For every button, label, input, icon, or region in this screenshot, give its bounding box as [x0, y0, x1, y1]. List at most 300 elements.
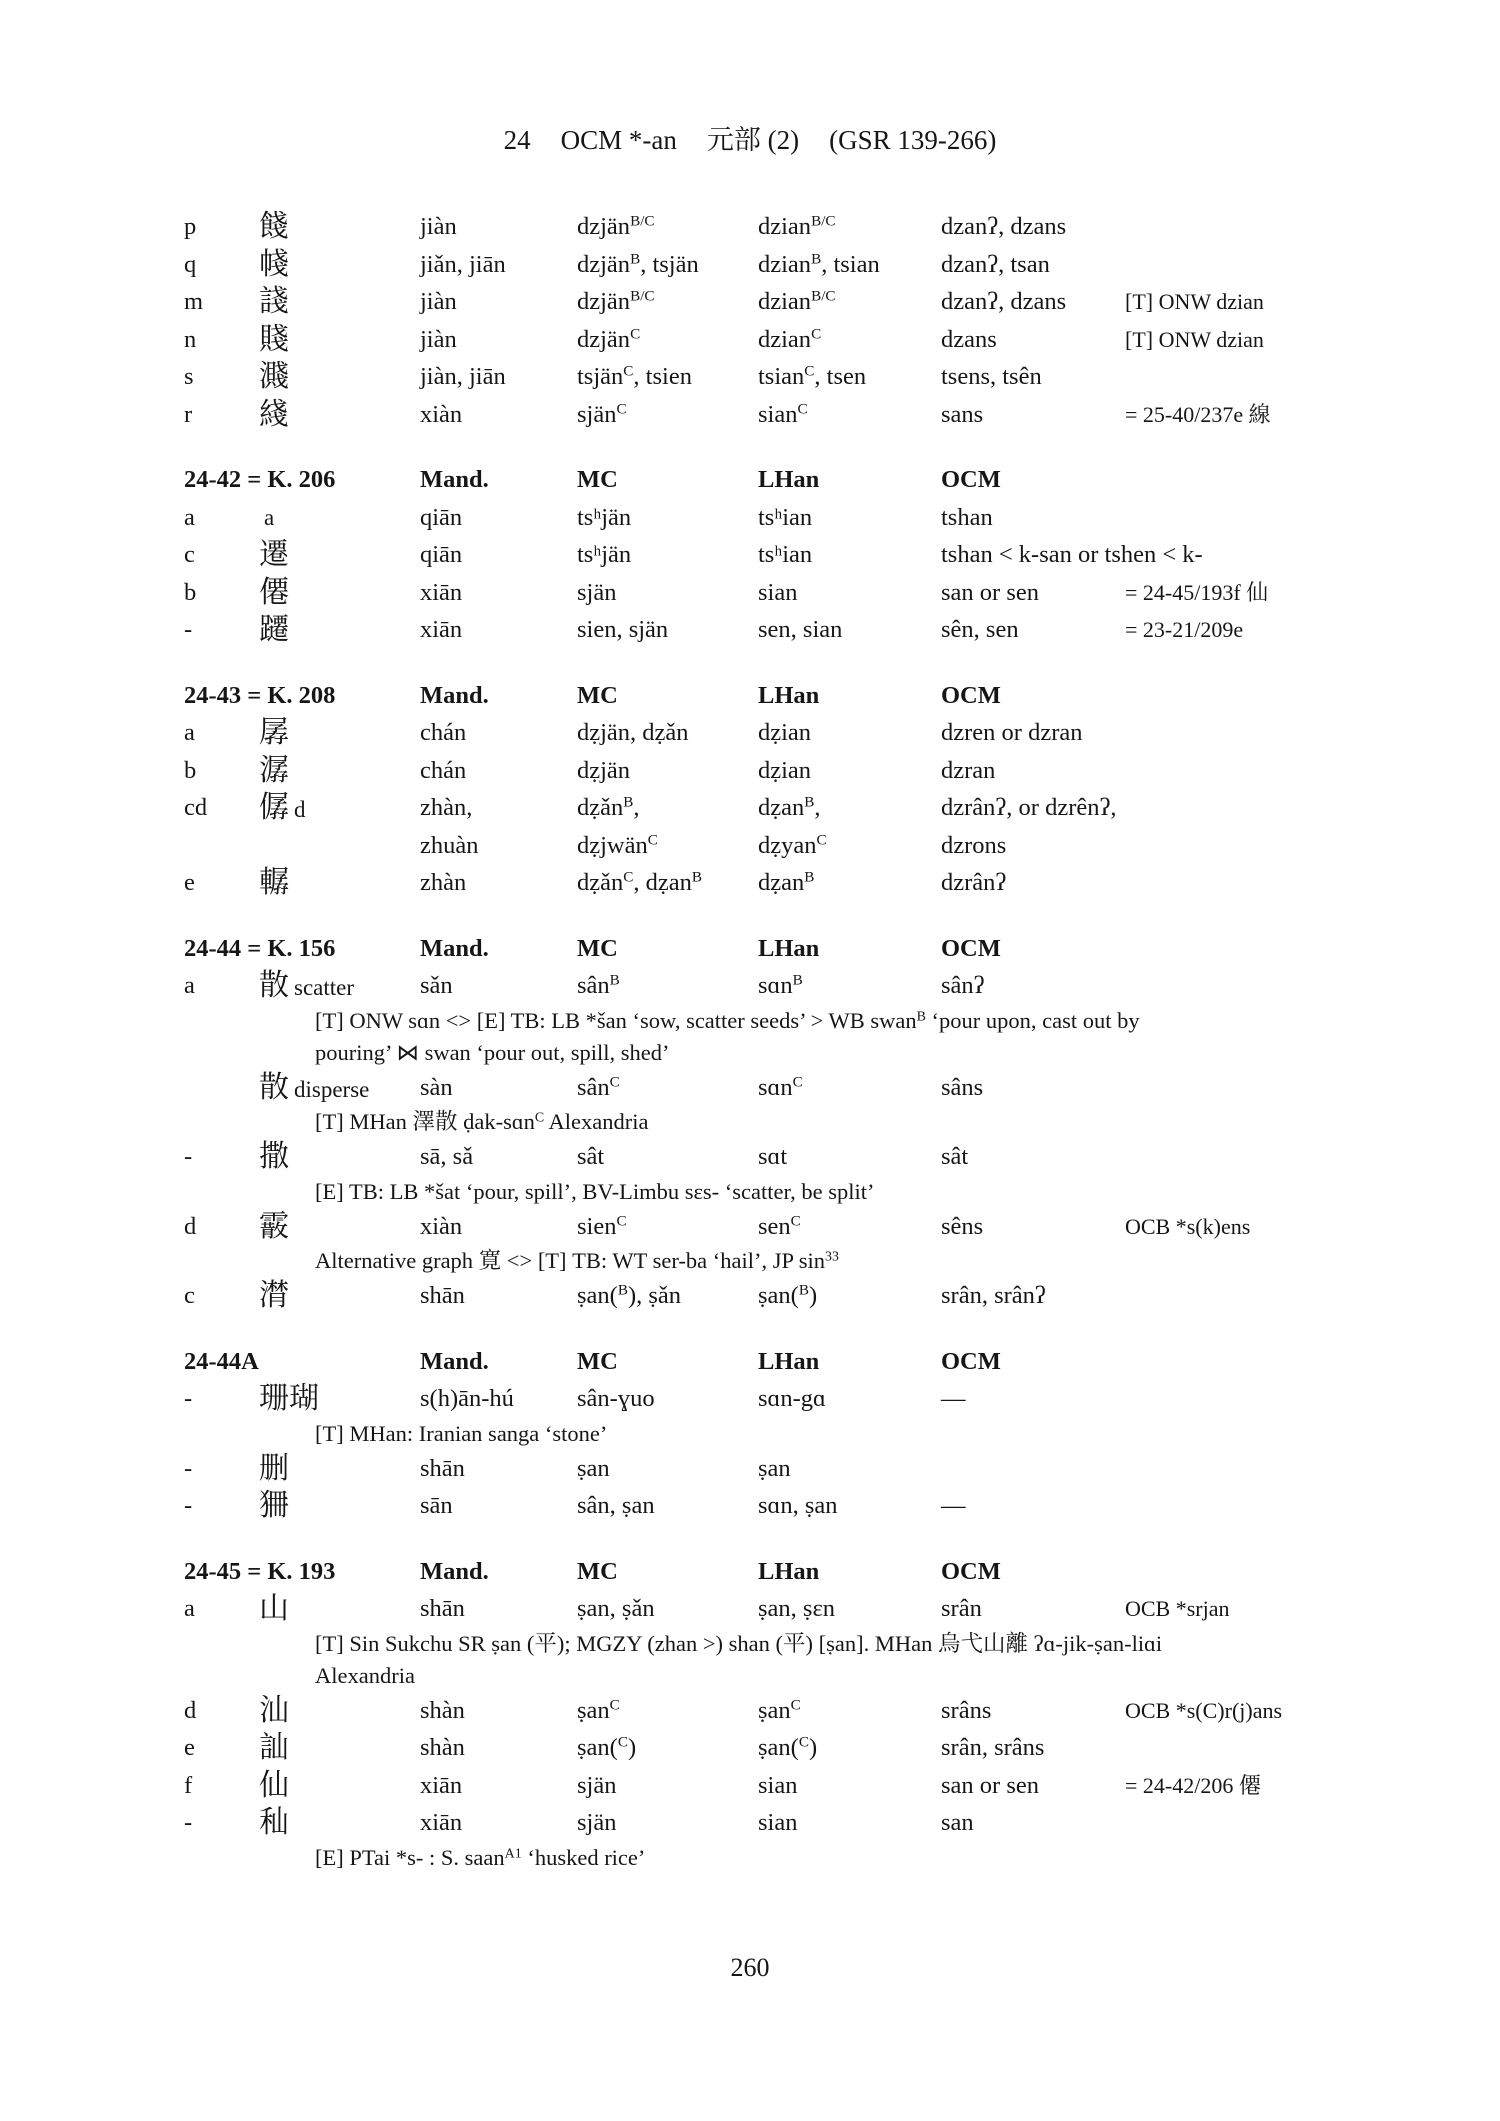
later-han-reading [758, 967, 803, 1005]
middle-chinese-reading: ṣan, ṣǎn [577, 1595, 655, 1622]
chinese-graph: 仙 [259, 1768, 289, 1802]
mandarin-reading: sǎn [420, 972, 453, 999]
running-head [0, 123, 1500, 157]
entry-row [0, 358, 1500, 396]
graph-cell [259, 499, 274, 537]
graph-cell [259, 283, 289, 323]
set-label: 24-45 = K. 193 [184, 1557, 336, 1585]
note-cell: OCB *s(C)r(j)ans [1125, 1697, 1283, 1723]
section-heading [0, 677, 1500, 715]
text-segment: dzjän [577, 250, 631, 278]
later-han-reading [758, 246, 880, 284]
entry-letter: e [184, 1734, 195, 1761]
lexical-section [0, 1343, 1500, 1525]
text-segment: dzjän [577, 325, 631, 353]
column-header-mc: MC [577, 681, 618, 709]
entry-letter: s [184, 363, 194, 390]
column-header-mandarin: Mand. [420, 1347, 489, 1375]
later-han-reading [758, 321, 821, 359]
superscript: A1 [504, 1845, 522, 1861]
mandarin-reading: sā, sǎ [420, 1143, 474, 1170]
column-header-ocm: OCM [941, 466, 1001, 493]
text-segment: , [814, 794, 821, 821]
entry-row [0, 1450, 1500, 1488]
lexical-section [0, 461, 1500, 649]
superscript: C [647, 831, 658, 849]
graph-cell [259, 967, 354, 1007]
entry-row [0, 1487, 1500, 1525]
entry-row [0, 499, 1500, 537]
superscript: B [691, 868, 703, 886]
text-segment: Alexandria [544, 1109, 649, 1134]
comment-line [0, 1628, 1500, 1660]
chinese-graph: 山 [259, 1592, 289, 1625]
entry-letter: - [184, 616, 193, 643]
entry-letter: p [184, 213, 197, 240]
superscript: C [616, 1212, 627, 1230]
text-segment: , tsen [814, 363, 867, 390]
mandarin-reading: shàn [420, 1734, 465, 1761]
column-header-lhan: LHan [758, 1347, 820, 1375]
column-header-lhan: LHan [758, 934, 820, 962]
old-chinese-reading: srân [941, 1595, 982, 1622]
mandarin-reading: jiàn [420, 325, 457, 353]
text-segment: sien [577, 1212, 617, 1240]
graph-cell [259, 208, 289, 248]
entry-row [0, 536, 1500, 574]
middle-chinese-reading [577, 208, 655, 246]
note-cell: OCB *srjan [1125, 1596, 1230, 1621]
old-chinese-reading: sans [941, 400, 984, 428]
lexical-section [0, 930, 1500, 1315]
text-segment: ‘pour upon, cast out by [925, 1007, 1140, 1033]
entry-letter: - [184, 1385, 193, 1412]
text-segment: ) [808, 1734, 818, 1761]
later-han-reading: sɑn, ṣan [758, 1492, 838, 1519]
mandarin-reading: xiān [420, 1771, 463, 1799]
superscript: B/C [630, 287, 655, 305]
text-segment: [E] PTai *s- : S. saan [315, 1844, 505, 1870]
old-chinese-reading: sâns [941, 1073, 984, 1101]
lexical-section [0, 1553, 1500, 1874]
entry-row [0, 574, 1500, 612]
superscript: C [534, 1110, 545, 1126]
later-han-reading: sɑn-gɑ [758, 1385, 826, 1412]
comment-line [0, 1005, 1500, 1037]
superscript: B [792, 971, 803, 989]
text-segment: [T] ONW sɑn <> [E] TB: LB *šan ‘sow, scatter seeds’ > WB swan [315, 1007, 917, 1033]
column-header-ocm: OCM [941, 934, 1001, 962]
later-han-reading [758, 1208, 801, 1246]
old-chinese-reading: sên, sen [941, 616, 1019, 643]
chinese-graph: 躚 [259, 613, 289, 646]
chinese-graph: 綫 [259, 397, 289, 431]
graph-cell [259, 1767, 289, 1807]
chinese-graph: 諓 [259, 285, 289, 318]
superscript: C [811, 325, 822, 343]
mandarin-reading: zhuàn [420, 831, 479, 859]
column-header-mandarin: Mand. [420, 466, 489, 493]
graph-cell [259, 864, 289, 904]
text-segment: dẓǎn [577, 794, 624, 821]
graph-cell [259, 1380, 319, 1420]
old-chinese-reading: srân, srâns [941, 1734, 1045, 1761]
later-han-reading [758, 396, 808, 434]
superscript: C [616, 400, 627, 418]
superscript: C [798, 1733, 809, 1751]
middle-chinese-reading: sien, sjän [577, 616, 669, 643]
old-chinese-reading: sât [941, 1143, 969, 1170]
entry-row [0, 827, 1500, 865]
mandarin-reading: jiàn [420, 288, 457, 315]
superscript: B [811, 250, 822, 268]
old-chinese-reading: dzanʔ, dzans [941, 213, 1067, 240]
mandarin-reading: zhàn, [420, 794, 473, 821]
text-segment: ) [808, 1282, 818, 1309]
text-segment: Alternative graph 寛 <> [T] TB: WT ser-ba ‘hail’, JP sin [315, 1248, 826, 1273]
gsr-range: (GSR 139-266) [829, 125, 997, 155]
chinese-graph: 撒 [259, 1140, 289, 1173]
column-header-mc: MC [577, 466, 618, 493]
note-cell: [T] ONW dzian [1125, 326, 1264, 352]
graph-cell [259, 1069, 369, 1109]
entry-letter: e [184, 869, 195, 896]
mandarin-reading: s(h)ān-hú [420, 1385, 514, 1412]
middle-chinese-reading: tsʰjän [577, 503, 632, 531]
old-chinese-reading: tshan < k-san or tshen < k- [941, 541, 1203, 568]
text-segment: tsian [758, 363, 805, 390]
entry-row [0, 1729, 1500, 1767]
old-chinese-reading: dzrânʔ [941, 869, 1007, 896]
graph-cell [259, 1208, 289, 1248]
text-segment: pouring’ ⋈ swan ‘pour out, spill, shed’ [315, 1039, 670, 1065]
superscript: B/C [811, 287, 836, 305]
comment-line [0, 1842, 1500, 1874]
entry-row [0, 1069, 1500, 1107]
column-header-ocm: OCM [941, 1347, 1001, 1375]
text-segment: sân [577, 1073, 610, 1101]
old-chinese-reading: srâns [941, 1696, 992, 1724]
chapter-number: 24 [503, 125, 531, 155]
middle-chinese-reading: ṣan [577, 1454, 610, 1482]
text-segment: dẓan [758, 794, 805, 821]
entry-letter: a [184, 503, 195, 531]
superscript: B [623, 793, 634, 811]
old-chinese-reading: dzanʔ, tsan [941, 250, 1050, 278]
note-cell: [T] ONW dzian [1125, 289, 1264, 314]
entry-row [0, 864, 1500, 902]
middle-chinese-reading [577, 967, 620, 1005]
text-segment: sen [758, 1212, 791, 1240]
graph-cell [259, 1590, 289, 1630]
chinese-graph: 狦 [259, 1489, 289, 1522]
entry-letter: a [184, 1595, 195, 1622]
text-segment: [T] MHan: Iranian sanga ‘stone’ [315, 1420, 608, 1446]
chinese-graph: 散 [259, 1070, 289, 1104]
superscript: C [816, 831, 827, 849]
text-segment: dzjän [577, 288, 631, 315]
column-header-lhan: LHan [758, 681, 820, 709]
middle-chinese-reading [577, 283, 655, 321]
old-chinese-reading: sêns [941, 1212, 984, 1240]
graph-cell [259, 789, 306, 829]
superscript: C [790, 1696, 801, 1714]
column-header-ocm: OCM [941, 1557, 1001, 1585]
graph-cell [259, 714, 289, 754]
mandarin-reading: jiàn [420, 213, 457, 240]
comment-line [0, 1176, 1500, 1208]
middle-chinese-reading: tsʰjän [577, 541, 632, 568]
superscript: B [630, 250, 641, 268]
mandarin-reading: chán [420, 719, 467, 746]
chinese-graph: 删 [259, 1451, 289, 1485]
old-chinese-reading: — [941, 1385, 966, 1412]
middle-chinese-reading [577, 1729, 636, 1767]
middle-chinese-reading [577, 358, 692, 396]
mandarin-reading: zhàn [420, 869, 467, 896]
text-segment: sɑn [758, 1073, 793, 1101]
text-segment: , [633, 794, 640, 821]
chinese-graph: 僝 [259, 791, 289, 824]
text-segment: [T] Sin Sukchu SR ṣan (平); MGZY (zhan >) shan (平) [ṣan]. MHan 烏弋山離 ʔɑ-jik-ṣan-liɑi [315, 1630, 1163, 1656]
text-segment: [E] TB: LB *šat ‘pour, spill’, BV-Limbu sɛs- ‘scatter, be split’ [315, 1178, 875, 1204]
text-segment: dẓan [758, 869, 805, 896]
superscript: C [617, 1733, 628, 1751]
graph-cell [259, 1277, 289, 1317]
superscript: C [609, 1073, 620, 1091]
entry-row [0, 1767, 1500, 1805]
later-han-reading: sɑt [758, 1143, 788, 1170]
text-segment: ), ṣǎn [627, 1282, 682, 1309]
text-segment: ṣan [758, 1696, 791, 1724]
column-header-lhan: LHan [758, 466, 820, 493]
mandarin-reading: sān [420, 1492, 453, 1519]
middle-chinese-reading [577, 827, 658, 865]
chinese-graph: 訕 [259, 1731, 289, 1764]
mandarin-reading: chán [420, 756, 467, 784]
entry-row [0, 752, 1500, 790]
chinese-graph: 僊 [259, 575, 289, 609]
text-segment: dẓǎn [577, 869, 624, 896]
later-han-reading: sian [758, 1809, 798, 1836]
graph-cell [259, 1804, 289, 1844]
chinese-graph: 餞 [259, 210, 289, 243]
section-heading [0, 930, 1500, 968]
superscript: C [797, 400, 808, 418]
set-label: 24-44 = K. 156 [184, 934, 336, 962]
later-han-reading [758, 358, 866, 396]
chinese-graph: 潺 [259, 753, 289, 787]
entry-letter: - [184, 1454, 193, 1482]
entry-row [0, 208, 1500, 246]
entry-row [0, 1692, 1500, 1730]
text-segment: dẓyan [758, 831, 817, 859]
middle-chinese-reading: sân, ṣan [577, 1492, 655, 1519]
column-header-mandarin: Mand. [420, 934, 489, 962]
superscript: C [623, 868, 634, 886]
old-chinese-reading: dzran [941, 756, 996, 784]
entry-letter: - [184, 1809, 193, 1836]
middle-chinese-reading [577, 864, 702, 902]
superscript: B [916, 1008, 926, 1024]
later-han-reading: tsʰian [758, 541, 813, 568]
old-chinese-reading: dzren or dzran [941, 719, 1083, 746]
chinese-graph: 潸 [259, 1279, 289, 1312]
column-header-lhan: LHan [758, 1557, 820, 1585]
mandarin-reading: sàn [420, 1073, 453, 1101]
entry-row [0, 1277, 1500, 1315]
section-heading [0, 461, 1500, 499]
middle-chinese-reading [577, 1277, 681, 1315]
entry-row [0, 1380, 1500, 1418]
text-segment: tsjän [577, 363, 624, 390]
old-chinese-reading: — [941, 1492, 966, 1519]
later-han-reading: ṣan, ṣɛn [758, 1595, 835, 1622]
mandarin-reading: shān [420, 1595, 465, 1622]
later-han-reading [758, 789, 821, 827]
text-segment: , tsien [633, 363, 692, 390]
middle-chinese-reading [577, 1692, 620, 1730]
superscript: B [617, 1281, 628, 1299]
superscript: C [804, 362, 815, 380]
text-segment: , tsian [821, 250, 880, 278]
gloss: scatter [294, 975, 355, 1000]
comment-line [0, 1106, 1500, 1138]
mandarin-reading: shān [420, 1282, 465, 1309]
later-han-reading: dẓian [758, 719, 812, 746]
superscript: B [804, 868, 815, 886]
old-chinese-reading: dzrânʔ, or dzrênʔ, [941, 794, 1117, 821]
chinese-graph: 帴 [259, 247, 289, 281]
text-segment: ṣan( [577, 1282, 618, 1309]
entry-row [0, 283, 1500, 321]
entry-letter: a [184, 719, 195, 746]
graph-cell [259, 752, 289, 792]
chinese-graph: 霰 [259, 1209, 289, 1243]
chinese-graph: 散 [259, 969, 289, 1002]
later-han-reading [758, 283, 836, 321]
text-segment: , tsjän [640, 250, 699, 278]
graph-cell [259, 1729, 289, 1769]
gloss: disperse [294, 1076, 370, 1102]
text-segment: dzian [758, 213, 812, 240]
entry-list [0, 208, 1500, 1874]
superscript: B/C [630, 212, 655, 230]
note-cell: OCB *s(k)ens [1125, 1213, 1251, 1239]
chinese-graph: 濺 [259, 360, 289, 393]
text-segment: ‘husked rice’ [521, 1844, 646, 1870]
later-han-reading: sian [758, 1771, 798, 1799]
text-segment: sjän [577, 400, 617, 428]
chinese-graph: 賤 [259, 322, 289, 356]
text-segment: dzian [758, 250, 812, 278]
comment-line [0, 1660, 1500, 1692]
text-segment: dzian [758, 288, 812, 315]
entry-row [0, 1138, 1500, 1176]
graph-cell [259, 536, 289, 576]
old-chinese-reading: sânʔ [941, 972, 985, 999]
entry-row [0, 396, 1500, 434]
entry-letter: d [184, 1696, 197, 1724]
middle-chinese-reading: sân-ɣuo [577, 1385, 655, 1412]
text-segment: dzian [758, 325, 812, 353]
old-chinese-reading: dzans [941, 325, 997, 353]
entry-letter: r [184, 400, 193, 428]
mandarin-reading: shān [420, 1454, 465, 1482]
middle-chinese-reading: sjän [577, 1809, 617, 1836]
middle-chinese-reading: dẓjän [577, 756, 631, 784]
entry-row [0, 1208, 1500, 1246]
middle-chinese-reading: sjän [577, 578, 617, 606]
rhyme-label: OCM *-an [560, 125, 677, 155]
mandarin-reading: xiān [420, 1809, 463, 1836]
graph-cell [259, 1138, 289, 1178]
superscript: C [630, 325, 641, 343]
graph-cell [259, 1487, 289, 1527]
later-han-reading: ṣan [758, 1454, 791, 1482]
page-number: 260 [730, 1953, 770, 1982]
old-chinese-reading: tsens, tsên [941, 363, 1042, 390]
entry-letter: m [184, 288, 204, 315]
rhyme-group: 元部 (2) [706, 125, 800, 155]
entry-letter: cd [184, 794, 208, 821]
chinese-graph: 孱 [259, 716, 289, 749]
old-chinese-reading: san or sen [941, 1771, 1039, 1799]
entry-row [0, 1804, 1500, 1842]
middle-chinese-reading [577, 1208, 627, 1246]
section-heading [0, 1553, 1500, 1591]
middle-chinese-reading [577, 1069, 620, 1107]
entry-row [0, 789, 1500, 827]
entry-letter: a [184, 972, 195, 999]
entry-row [0, 967, 1500, 1005]
text-segment: ṣan [577, 1696, 610, 1724]
entry-letter: q [184, 250, 197, 278]
graph-cell [259, 611, 289, 651]
later-han-reading [758, 864, 814, 902]
middle-chinese-reading: sât [577, 1143, 605, 1170]
middle-chinese-reading [577, 321, 640, 359]
graph-cell [259, 1450, 289, 1490]
later-han-reading [758, 827, 827, 865]
superscript: B [609, 971, 620, 989]
old-chinese-reading: san [941, 1809, 974, 1836]
column-header-mandarin: Mand. [420, 1557, 489, 1585]
text-segment: sɑn [758, 972, 793, 999]
graph-cell [259, 358, 289, 398]
note-cell: = 23-21/209e [1125, 617, 1244, 642]
column-header-mc: MC [577, 934, 618, 962]
text-segment: [T] MHan 澤散 ḍak-sɑn [315, 1109, 535, 1134]
superscript: C [790, 1212, 801, 1230]
later-han-reading [758, 1277, 817, 1315]
column-header-mandarin: Mand. [420, 681, 489, 709]
note-cell: = 24-45/193f 仙 [1125, 579, 1269, 605]
entry-row [0, 611, 1500, 649]
superscript: B/C [811, 212, 836, 230]
middle-chinese-reading [577, 789, 640, 827]
old-chinese-reading: san or sen [941, 578, 1039, 606]
graph-cell [259, 321, 289, 361]
entry-letter: - [184, 1143, 193, 1170]
mandarin-reading: qiān [420, 541, 463, 568]
entry-row [0, 1590, 1500, 1628]
entry-letter: f [184, 1771, 193, 1799]
comment-line [0, 1245, 1500, 1277]
text-segment: ṣan( [577, 1734, 618, 1761]
text-segment: dzjän [577, 213, 631, 240]
entry-row [0, 714, 1500, 752]
